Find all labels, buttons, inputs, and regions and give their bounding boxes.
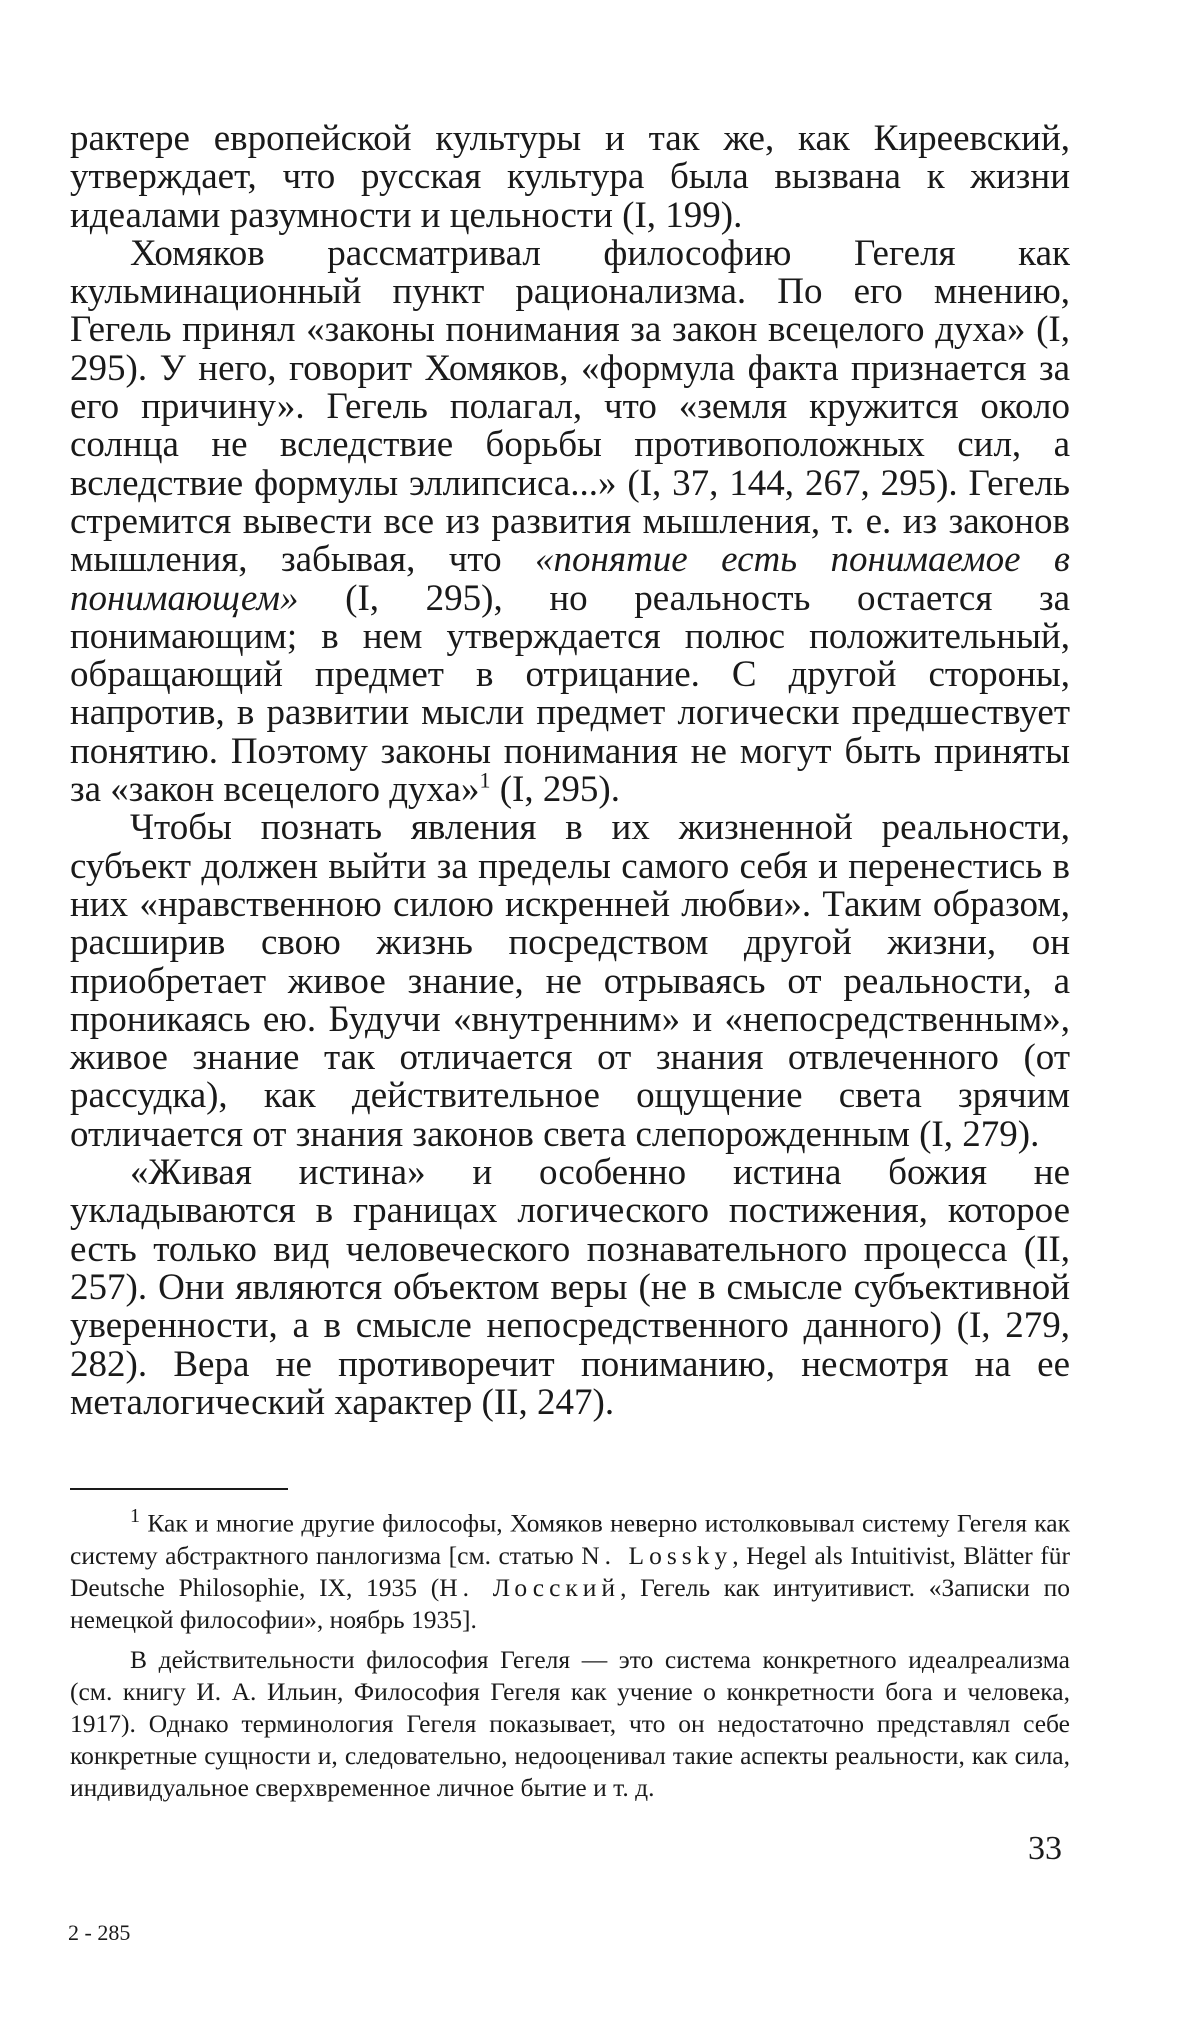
- paragraph-1: рактере европейской культуры и так же, как Киреевский, утверждает, что русская культура была вызвана к жизни идеалами разумности и цельности (I, 199).: [70, 118, 1070, 236]
- footnote-1-text-a: Как и многие другие философы, Хомяков неверно истолковывал систему Гегеля как систему абстрактного панлогизма [см. статью: [70, 1508, 1070, 1570]
- printer-signature: 2 - 285: [68, 1920, 131, 1945]
- footnote-reference[interactable]: 1: [479, 767, 491, 793]
- footnote-2: В действительности философия Гегеля — это система конкретного идеалреализма (см. книгу И. А. Ильин, Философия Гегеля как учение о конкретности бога и человека, 1917). Однако терминология Гегеля показывает, что он недостаточно представлял себе конкретные сущности и, следовательно, недооценивал такие аспекты реальности, как сила, индивидуальное сверхвременное личное бытие и т. д.: [70, 1644, 1070, 1802]
- paragraph-2-text-b: (I, 295), но реальность остается за понимающим; в нем утверждается полюс положительный, обращающий предмет в отрицание. С другой стороны, напротив, в развитии мысли предмет логически предшествует понятию. Поэтому законы понимания не могут быть приняты за «закон всецелого духа»: [70, 577, 1070, 811]
- main-text: [70, 120, 1070, 1422]
- paragraph-2-text-a: Хомяков рассматривал философию Гегеля как кульминационный пункт рационализма. По его мнению, Гегель принял «законы понимания за закон всецелого духа» (I, 295). У него, говорит Хомяков, «формула факта признается за его причину». Гегель полагал, что «земля кружится около солнца не вследствие борьбы противоположных сил, а вследствие формулы эллипсиса...» (I, 37, 144, 267, 295). Гегель стремится вывести все из развития мышления, т. е. из законов мышления, забывая, что: [70, 232, 1070, 581]
- footnote-1-author-cyrillic: Н. Лосский: [439, 1572, 621, 1602]
- paragraph-3: Чтобы познать явления в их жизненной реальности, субъект должен выйти за пределы самого себя и перенестись в них «нравственною силою искренней любви». Таким образом, расширив свою жизнь посредством другой жизни, он приобретает живое знание, не отрываясь от реальности, а проникаясь ею. Будучи «внутренним» и «непосредственным», живое знание так отличается от знания отвлеченного (от рассудка), как действительное ощущение света зрячим отличается от знания законов света слепорожденным (I, 279).: [70, 807, 1070, 1155]
- paragraph-2-italic-quote: «понятие есть понимаемое в понимающем»: [70, 539, 1070, 619]
- footnote-divider: [70, 1488, 288, 1490]
- footnote-1-text-c: , Гегель как интуитивист. «Записки по немецкой философии», ноябрь 1935].: [70, 1572, 1070, 1634]
- page-number: 33: [1028, 1830, 1062, 1867]
- footnote-1: [70, 1500, 1070, 1636]
- footnotes: [70, 1500, 1070, 1812]
- footnote-1-marker: 1: [130, 1505, 140, 1527]
- paragraph-4: «Живая истина» и особенно истина божия не укладываются в границах логического постижения, которое есть только вид человеческого познавательного процесса (II, 257). Они являются объектом веры (не в смысле субъективной уверенности, а в смысле непосредственного данного) (I, 279, 282). Вера не противоречит пониманию, несмотря на ее металогический характер (II, 247).: [70, 1152, 1070, 1423]
- paragraph-2: [70, 232, 1070, 811]
- paragraph-2-text-c: (I, 295).: [490, 769, 620, 811]
- footnote-1-text-b: , Hegel als Intuitivist, Blätter für Deutsche Philosophie, IX, 1935 (: [70, 1540, 1071, 1602]
- footnote-1-author-latin: N. Lossky: [581, 1540, 733, 1570]
